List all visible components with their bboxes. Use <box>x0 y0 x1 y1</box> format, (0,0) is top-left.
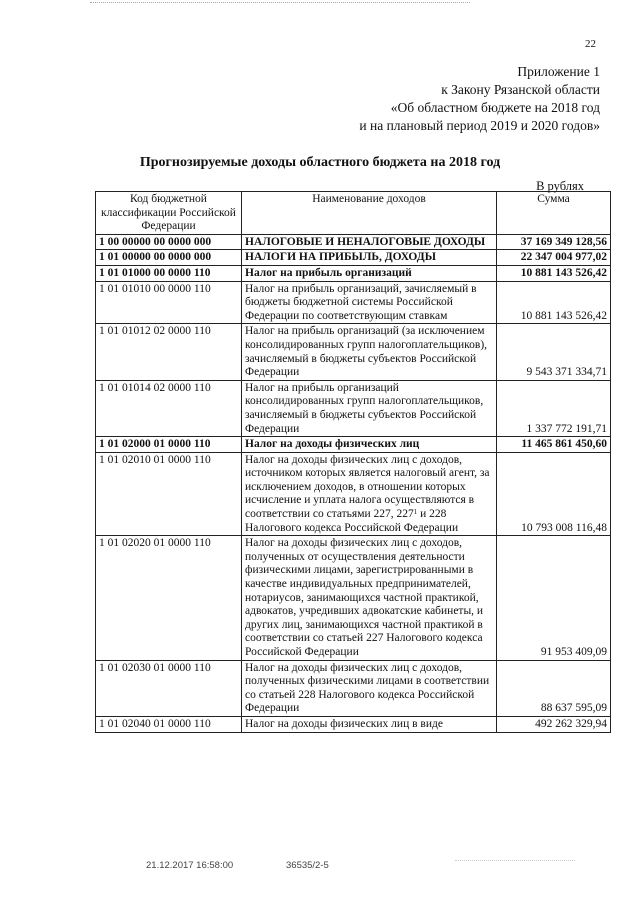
row-name: НАЛОГИ НА ПРИБЫЛЬ, ДОХОДЫ <box>242 250 497 266</box>
row-name: Налог на прибыль организаций (за исключением консолидированных групп налогоплательщиков), зачисляемый в бюджеты субъектов Российской Федерации <box>242 324 497 380</box>
row-code: 1 01 01014 02 0000 110 <box>96 380 242 436</box>
row-amount: 22 347 004 977,02 <box>497 250 611 266</box>
table-row <box>96 536 611 660</box>
appendix-note <box>240 63 600 135</box>
row-amount: 91 953 409,09 <box>497 536 611 660</box>
table-row <box>96 265 611 281</box>
document-title: Прогнозируемые доходы областного бюджета на 2018 год <box>139 155 501 170</box>
header-code: Код бюджетной классификации Российской Федерации <box>96 192 242 235</box>
row-code: 1 01 02000 01 0000 110 <box>96 437 242 453</box>
row-amount: 37 169 349 128,56 <box>497 234 611 250</box>
table-row <box>96 716 611 732</box>
row-amount: 88 637 595,09 <box>497 660 611 716</box>
table-row <box>96 380 611 436</box>
table-row <box>96 452 611 536</box>
table-row <box>96 250 611 266</box>
currency-note: В рублях <box>536 179 584 193</box>
row-code: 1 00 00000 00 0000 000 <box>96 234 242 250</box>
row-name: Налог на прибыль организаций консолидированных групп налогоплательщиков, зачисляемый в бюджеты субъектов Российской Федерации <box>242 380 497 436</box>
appendix-line-1: Приложение 1 <box>517 64 600 79</box>
row-name-tail: и 228 Налогового кодекса Российской Федерации <box>245 508 459 534</box>
row-amount: 11 465 861 450,60 <box>497 437 611 453</box>
row-name: Налог на прибыль организаций <box>242 265 497 281</box>
row-name: НАЛОГОВЫЕ И НЕНАЛОГОВЫЕ ДОХОДЫ <box>242 234 497 250</box>
row-code: 1 01 01012 02 0000 110 <box>96 324 242 380</box>
appendix-line-2: к Закону Рязанской области <box>441 82 600 97</box>
footer-doc-id: 36535/2-5 <box>286 860 329 871</box>
row-amount: 9 543 371 334,71 <box>497 324 611 380</box>
row-name: Налог на прибыль организаций, зачисляемый в бюджеты бюджетной системы Российской Федерации по соответствующим ставкам <box>242 281 497 324</box>
row-code: 1 01 02020 01 0000 110 <box>96 536 242 660</box>
row-name-superscript: 1 <box>413 508 418 517</box>
scan-artifact <box>90 2 470 7</box>
row-amount: 492 262 329,94 <box>497 716 611 732</box>
row-code: 1 01 02010 01 0000 110 <box>96 452 242 536</box>
table-row <box>96 281 611 324</box>
row-amount: 10 881 143 526,42 <box>497 281 611 324</box>
page-number: 22 <box>585 38 596 50</box>
row-amount: 1 337 772 191,71 <box>497 380 611 436</box>
table-row <box>96 660 611 716</box>
row-code: 1 01 02030 01 0000 110 <box>96 660 242 716</box>
income-table <box>95 191 611 733</box>
table-header-row <box>96 192 611 235</box>
row-name: Налог на доходы физических лиц <box>242 437 497 453</box>
row-name <box>242 452 497 536</box>
row-code: 1 01 01000 00 0000 110 <box>96 265 242 281</box>
row-name: Налог на доходы физических лиц с доходов, полученных физическими лицами в соответствии со статьей 228 Налогового кодекса Российской Федерации <box>242 660 497 716</box>
row-name: Налог на доходы физических лиц с доходов, полученных от осуществления деятельности физическими лицами, зарегистрированными в качестве индивидуальных предпринимателей, нотариусов, занимающихся частной практикой, адвокатов, учредивших адвокатские кабинеты, и других лиц, занимающихся частной практикой в соответствии со статьей 227 Налогового кодекса Российской Федерации <box>242 536 497 660</box>
row-name-text: Налог на доходы физических лиц с доходов, источником которых является налоговый агент, за исключением доходов, в отношении которых исчисление и уплата налога осуществляются в соответствии со статьями 227, 227 <box>245 453 490 521</box>
table-row <box>96 324 611 380</box>
scan-artifact-bottom <box>455 860 575 871</box>
table-row <box>96 234 611 250</box>
row-amount: 10 793 008 116,48 <box>497 452 611 536</box>
row-code: 1 01 00000 00 0000 000 <box>96 250 242 266</box>
row-code: 1 01 02040 01 0000 110 <box>96 716 242 732</box>
header-name: Наименование доходов <box>242 192 497 235</box>
header-amount: Сумма <box>497 192 611 235</box>
row-code: 1 01 01010 00 0000 110 <box>96 281 242 324</box>
row-name: Налог на доходы физических лиц в виде <box>242 716 497 732</box>
row-amount: 10 881 143 526,42 <box>497 265 611 281</box>
table-row <box>96 437 611 453</box>
appendix-line-3: «Об областном бюджете на 2018 год <box>390 100 600 115</box>
income-table-body <box>96 192 611 733</box>
footer-datetime: 21.12.2017 16:58:00 <box>146 860 234 871</box>
appendix-line-4: и на плановый период 2019 и 2020 годов» <box>359 118 600 133</box>
